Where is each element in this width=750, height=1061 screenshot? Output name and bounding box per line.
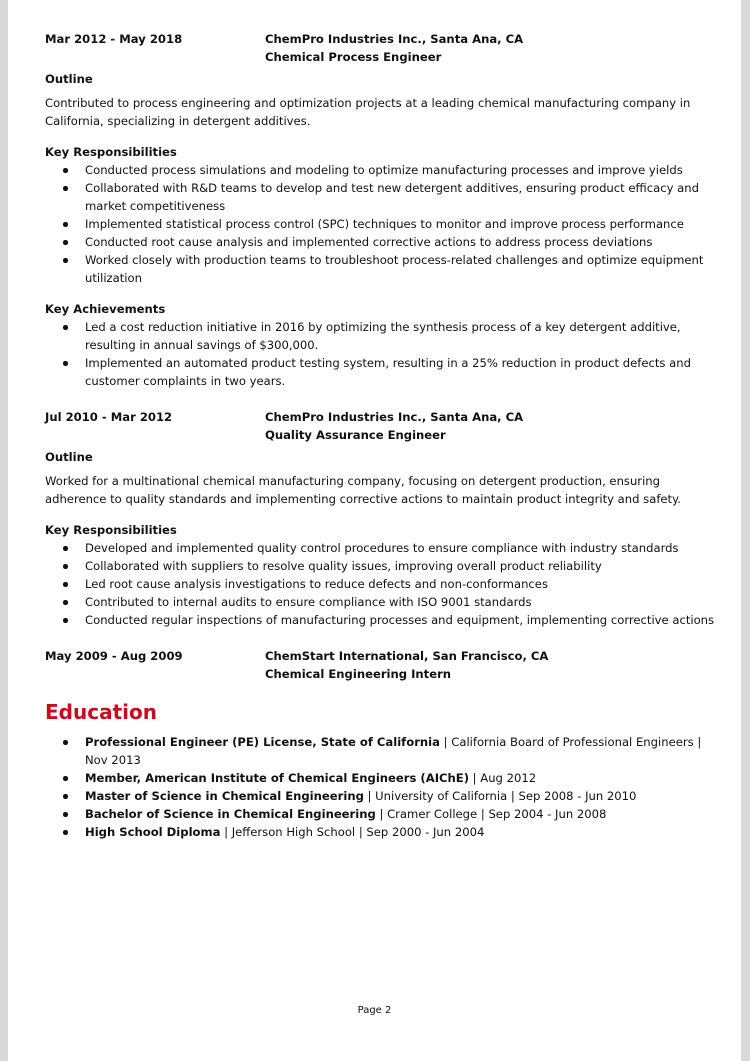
list-item: Developed and implemented quality control procedures to ensure compliance with industry standards <box>45 539 715 557</box>
list-item: Led a cost reduction initiative in 2016 by optimizing the synthesis process of a key detergent additive, resulting in annual savings of $300,000. <box>45 318 715 354</box>
job-entry-1 <box>45 30 715 390</box>
list-item: Conducted root cause analysis and implemented corrective actions to address process deviations <box>45 233 715 251</box>
list-item: Collaborated with R&D teams to develop and test new detergent additives, ensuring product efficacy and market competitiveness <box>45 179 715 215</box>
education-item <box>45 733 715 769</box>
outline-text: Worked for a multinational chemical manufacturing company, focusing on detergent production, ensuring adherence to quality standards and implementing corrective actions to maintain product integrity and safety. <box>45 474 681 506</box>
page-number: Page 2 <box>357 1005 392 1016</box>
education-item <box>45 787 715 805</box>
outline-label: Outline <box>45 72 93 86</box>
job-dates: Mar 2012 - May 2018 <box>45 32 183 46</box>
resume-page <box>8 0 741 1061</box>
job-title: Chemical Engineering Intern <box>265 667 452 681</box>
education-credential: Bachelor of Science in Chemical Engineering <box>85 807 376 821</box>
responsibilities-list <box>45 161 715 287</box>
responsibilities-label: Key Responsibilities <box>45 523 177 537</box>
list-item: Contributed to internal audits to ensure compliance with ISO 9001 standards <box>45 593 715 611</box>
education-item <box>45 823 715 841</box>
outline-label: Outline <box>45 450 93 464</box>
education-details: | Cramer College | Sep 2004 - Jun 2008 <box>375 807 607 821</box>
job-entry-2 <box>45 408 715 629</box>
list-item: Collaborated with suppliers to resolve quality issues, improving overall product reliability <box>45 557 715 575</box>
job-title: Quality Assurance Engineer <box>265 428 446 442</box>
list-item: Implemented statistical process control (SPC) techniques to monitor and improve process performance <box>45 215 715 233</box>
page-content <box>45 30 715 841</box>
achievements-list <box>45 318 715 390</box>
list-item: Conducted regular inspections of manufacturing processes and equipment, implementing corrective actions <box>45 611 715 629</box>
education-details: | Aug 2012 <box>469 771 537 785</box>
education-details: | California Board of Professional Engineers | Nov 2013 <box>85 735 702 767</box>
job-entry-3 <box>45 647 715 683</box>
list-item: Led root cause analysis investigations to reduce defects and non-conformances <box>45 575 715 593</box>
job-dates: May 2009 - Aug 2009 <box>45 649 183 663</box>
education-item <box>45 769 715 787</box>
education-heading: Education <box>45 700 157 724</box>
responsibilities-list <box>45 539 715 629</box>
list-item: Conducted process simulations and modeling to optimize manufacturing processes and improve yields <box>45 161 715 179</box>
achievements-label: Key Achievements <box>45 302 166 316</box>
education-credential: Member, American Institute of Chemical Engineers (AIChE) <box>85 771 469 785</box>
education-credential: Master of Science in Chemical Engineering <box>85 789 364 803</box>
education-item <box>45 805 715 823</box>
job-title: Chemical Process Engineer <box>265 50 442 64</box>
education-details: | University of California | Sep 2008 - Jun 2010 <box>363 789 637 803</box>
job-dates: Jul 2010 - Mar 2012 <box>45 410 173 424</box>
education-credential: High School Diploma <box>85 825 221 839</box>
list-item: Worked closely with production teams to troubleshoot process-related challenges and optimize equipment utilization <box>45 251 715 287</box>
outline-text: Contributed to process engineering and optimization projects at a leading chemical manufacturing company in California, specializing in detergent additives. <box>45 96 691 128</box>
job-company: ChemPro Industries Inc., Santa Ana, CA <box>265 410 524 424</box>
responsibilities-label: Key Responsibilities <box>45 145 177 159</box>
education-credential: Professional Engineer (PE) License, State of California <box>85 735 440 749</box>
list-item: Implemented an automated product testing system, resulting in a 25% reduction in product defects and customer complaints in two years. <box>45 354 715 390</box>
job-company: ChemPro Industries Inc., Santa Ana, CA <box>265 32 524 46</box>
education-list <box>45 733 715 841</box>
job-company: ChemStart International, San Francisco, CA <box>265 649 549 663</box>
education-details: | Jefferson High School | Sep 2000 - Jun 2004 <box>220 825 485 839</box>
